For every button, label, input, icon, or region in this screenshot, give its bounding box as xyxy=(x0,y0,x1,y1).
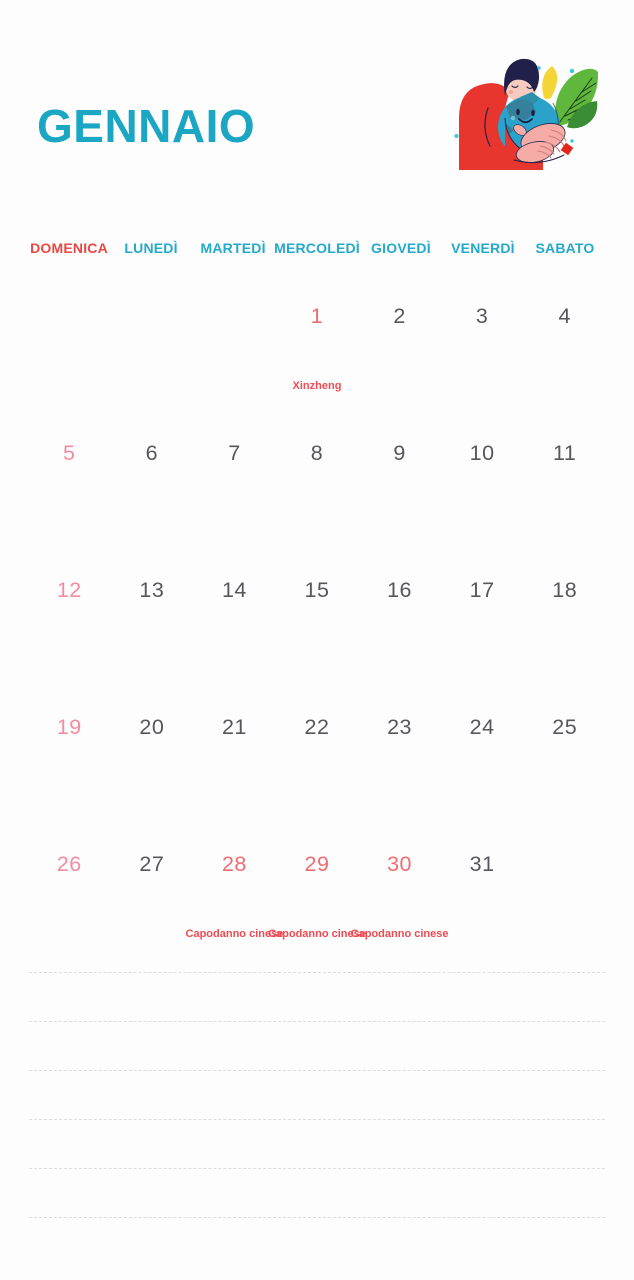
holiday-label: Capodanno cinese xyxy=(350,928,449,940)
day-cell xyxy=(358,692,441,829)
day-number: 14 xyxy=(221,578,247,602)
day-number: 19 xyxy=(56,715,82,739)
weekday-header-giovedì: GIOVEDÌ xyxy=(371,240,431,256)
day-number: 10 xyxy=(469,441,495,465)
empty-day-cell xyxy=(111,281,194,418)
day-number: 25 xyxy=(552,715,578,739)
weekday-header-sabato: SABATO xyxy=(535,240,595,256)
empty-day-cell xyxy=(523,829,606,966)
day-cell xyxy=(111,692,194,829)
note-line xyxy=(29,1119,605,1120)
day-number: 3 xyxy=(475,304,489,328)
weekday-header-venerdì: VENERDÌ xyxy=(451,240,515,256)
day-cell xyxy=(441,418,524,555)
day-cell xyxy=(358,555,441,692)
day-number: 24 xyxy=(469,715,495,739)
note-line xyxy=(29,1217,605,1218)
day-number: 12 xyxy=(56,578,82,602)
day-cell xyxy=(193,692,276,829)
woman-hugging-earth-illustration xyxy=(448,46,634,182)
empty-day-cell xyxy=(193,281,276,418)
day-cell xyxy=(441,829,524,966)
day-number: 28 xyxy=(221,852,247,876)
day-cell xyxy=(358,281,441,418)
day-cell xyxy=(441,692,524,829)
weekday-header-row xyxy=(28,240,606,256)
holiday-label: Capodanno cinese xyxy=(268,928,366,940)
day-number: 20 xyxy=(139,715,165,739)
day-cell xyxy=(350,829,449,966)
day-cell xyxy=(276,281,359,418)
day-number: 16 xyxy=(387,578,413,602)
note-line xyxy=(29,1070,605,1071)
day-number: 31 xyxy=(469,852,495,876)
day-cell xyxy=(111,418,194,555)
day-cell xyxy=(111,555,194,692)
day-number: 13 xyxy=(139,578,165,602)
day-number: 6 xyxy=(145,441,159,465)
day-number: 27 xyxy=(139,852,165,876)
cheek-blush xyxy=(509,90,513,94)
day-cell xyxy=(193,418,276,555)
day-number: 23 xyxy=(387,715,413,739)
day-number: 22 xyxy=(304,715,330,739)
day-number: 26 xyxy=(56,852,82,876)
weekday-header-lunedì: LUNEDÌ xyxy=(124,240,178,256)
day-number: 8 xyxy=(310,441,324,465)
day-number: 29 xyxy=(304,852,330,876)
day-cell xyxy=(268,829,366,966)
weekday-header-domenica: DOMENICA xyxy=(30,240,108,256)
day-number: 11 xyxy=(553,441,577,465)
day-cell xyxy=(523,281,606,418)
day-number: 5 xyxy=(63,441,76,465)
day-cell xyxy=(28,555,111,692)
day-cell xyxy=(523,418,606,555)
note-line xyxy=(29,972,605,973)
calendar-grid xyxy=(28,281,606,966)
day-cell xyxy=(523,555,606,692)
yellow-leaf xyxy=(542,66,557,99)
weekday-header-martedì: MARTEDÌ xyxy=(200,240,266,256)
day-cell xyxy=(441,281,524,418)
day-number: 9 xyxy=(393,441,406,465)
day-cell xyxy=(28,418,111,555)
day-number: 2 xyxy=(393,304,406,328)
day-number: 17 xyxy=(469,578,495,602)
day-number: 21 xyxy=(221,715,247,739)
day-cell xyxy=(28,692,111,829)
day-cell xyxy=(185,829,284,966)
month-title: GENNAIO xyxy=(37,100,256,152)
note-line xyxy=(29,1021,605,1022)
day-cell xyxy=(28,829,111,966)
notes-lines xyxy=(29,972,605,1266)
day-number: 7 xyxy=(228,441,241,465)
day-number: 1 xyxy=(310,304,324,328)
note-line xyxy=(29,1168,605,1169)
day-number: 18 xyxy=(552,578,578,602)
day-cell xyxy=(276,692,359,829)
weekday-header-mercoledì: MERCOLEDÌ xyxy=(274,240,360,256)
earth-hug-drawing xyxy=(448,46,634,182)
day-cell xyxy=(523,692,606,829)
day-cell xyxy=(111,829,194,966)
day-number: 4 xyxy=(558,304,571,328)
holiday-label: Capodanno cinese xyxy=(185,928,284,940)
day-number: 15 xyxy=(304,578,330,602)
day-number: 30 xyxy=(387,852,413,876)
day-cell xyxy=(193,555,276,692)
day-cell xyxy=(276,418,359,555)
holiday-label: Xinzheng xyxy=(292,380,342,392)
day-cell xyxy=(276,555,359,692)
day-cell xyxy=(358,418,441,555)
empty-day-cell xyxy=(28,281,111,418)
day-cell xyxy=(441,555,524,692)
